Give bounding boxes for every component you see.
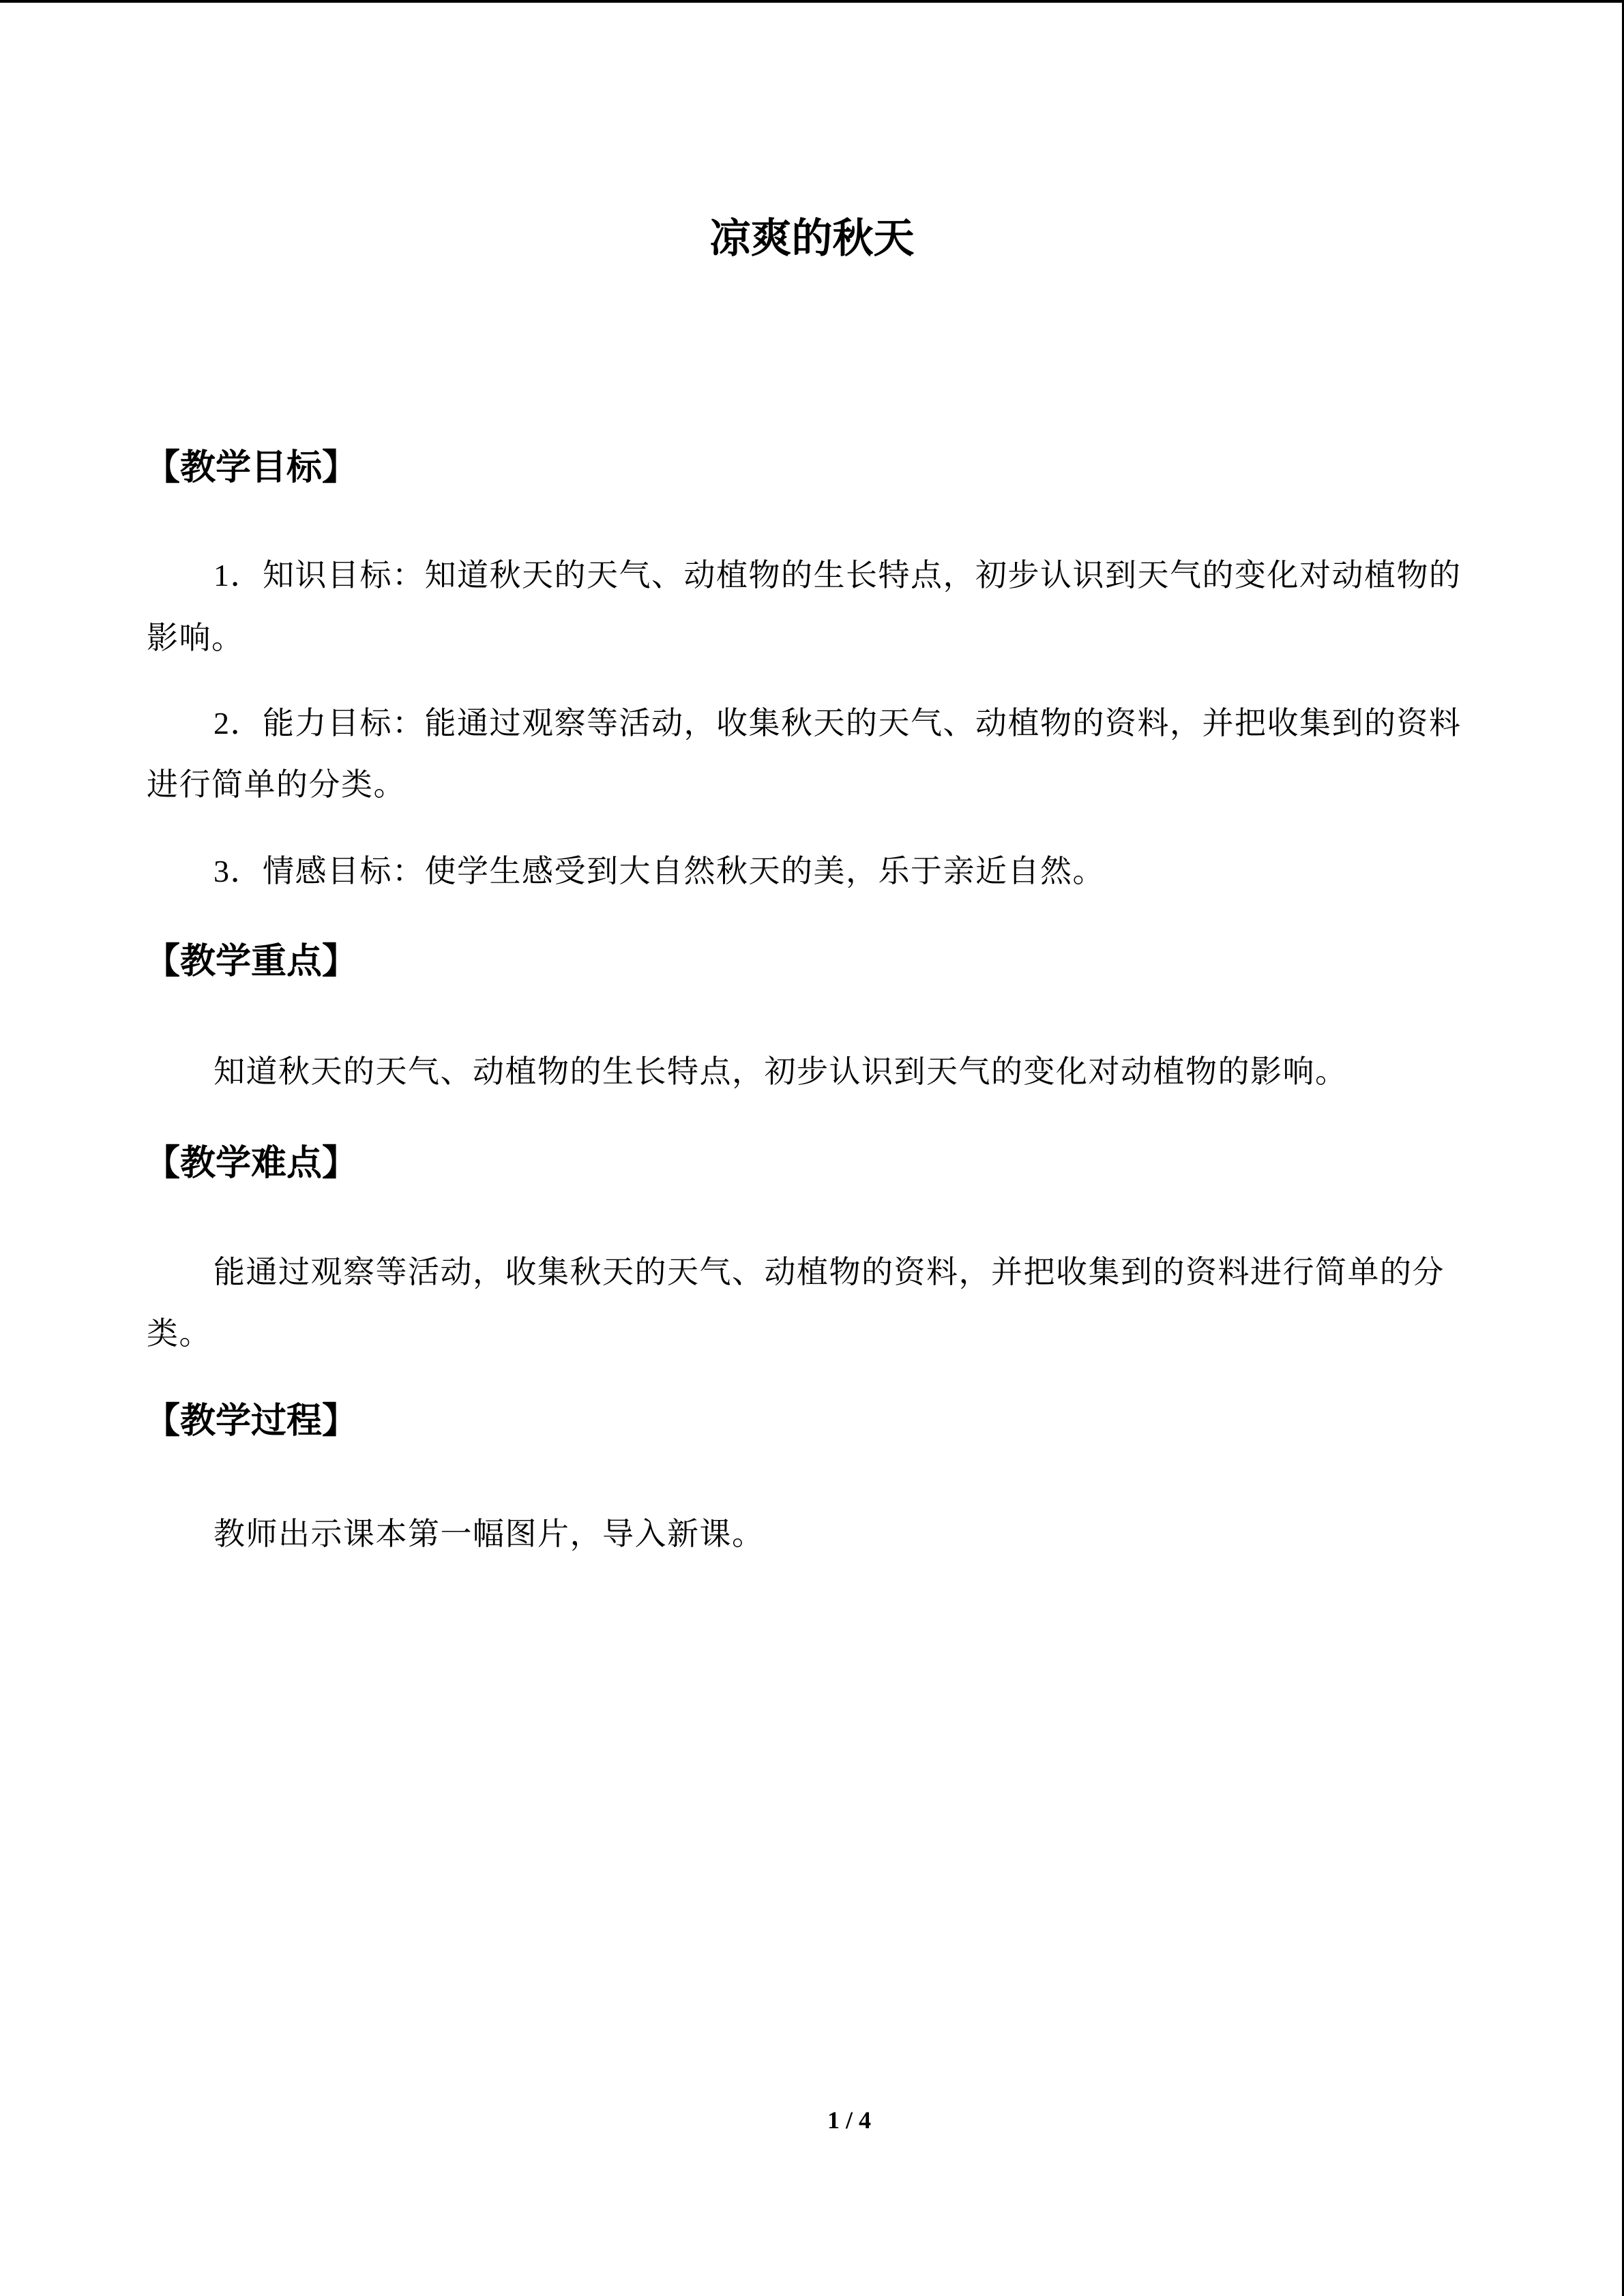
goal-2-line-2: 进行简单的分类。 [147, 767, 406, 802]
process-line-1: 教师出示课本第一幅图片，导入新课。 [213, 1517, 765, 1551]
difficulties-line-2: 类。 [147, 1316, 211, 1351]
goal-3-line-1: 3．情感目标：使学生感受到大自然秋天的美，乐于亲近自然。 [213, 854, 1105, 889]
heading-teaching-goals: 【教学目标】 [145, 449, 358, 488]
goal-1-line-1: 1．知识目标：知道秋天的天气、动植物的生长特点，初步认识到天气的变化对动植物的 [213, 558, 1462, 593]
key-points-line-1: 知道秋天的天气、动植物的生长特点，初步认识到天气的变化对动植物的影响。 [213, 1054, 1348, 1089]
heading-teaching-process: 【教学过程】 [145, 1402, 358, 1441]
heading-difficulties: 【教学难点】 [145, 1144, 358, 1183]
goal-1-line-2: 影响。 [147, 621, 244, 655]
document-title: 凉爽的秋天 [709, 216, 915, 261]
goal-2-line-1: 2．能力目标：能通过观察等活动，收集秋天的天气、动植物的资料，并把收集到的资料 [213, 706, 1462, 741]
heading-key-points: 【教学重点】 [145, 942, 358, 981]
page-number: 1 / 4 [827, 2106, 871, 2134]
page-top-border [0, 0, 1624, 3]
difficulties-line-1: 能通过观察等活动，收集秋天的天气、动植物的资料，并把收集到的资料进行简单的分 [213, 1255, 1445, 1289]
